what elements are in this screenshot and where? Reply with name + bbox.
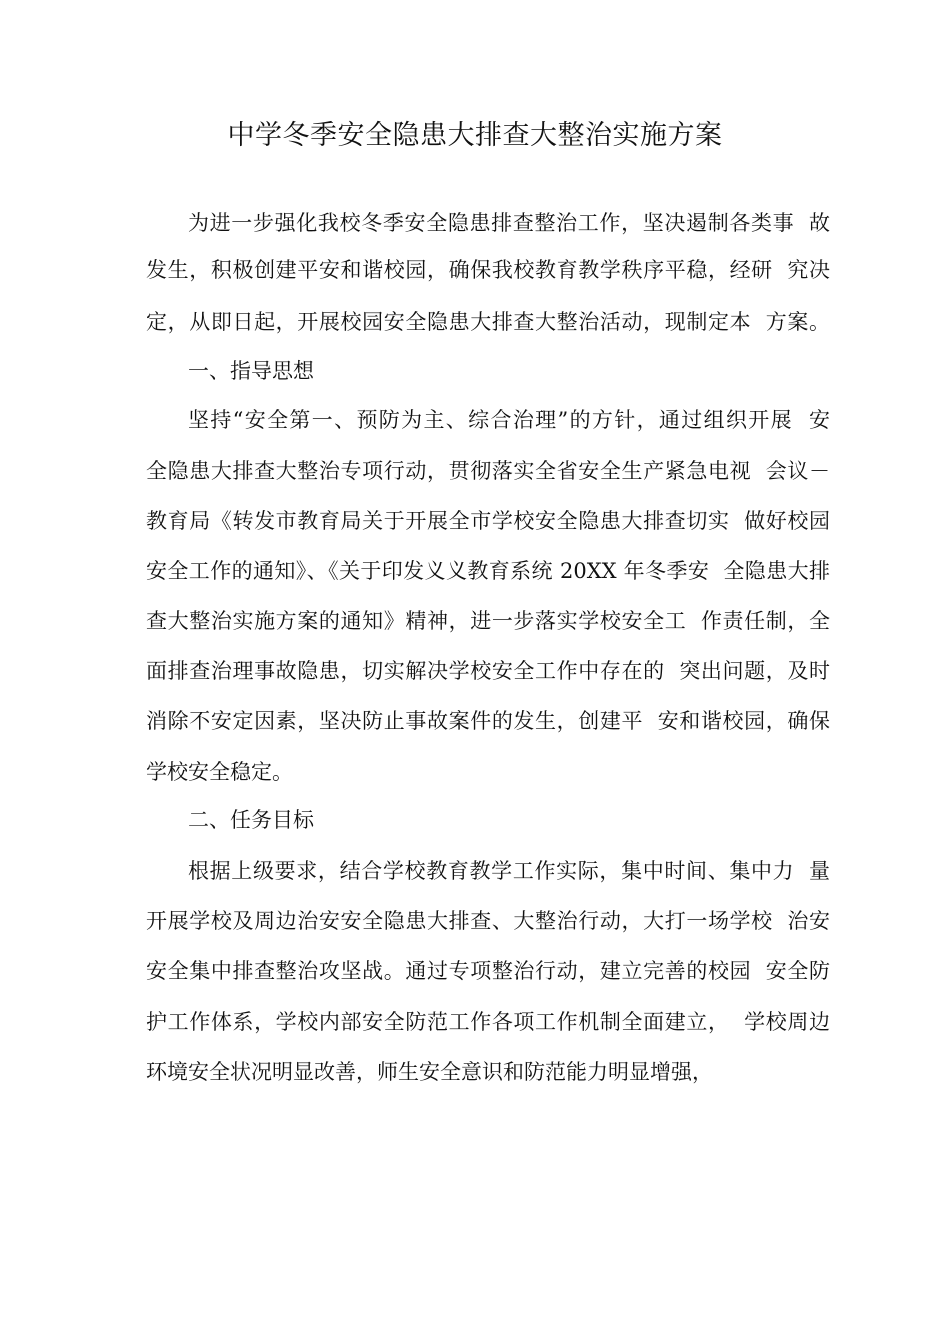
paragraph-line: 定，从即日起，开展校园安全隐患大排查大整治活动，现制定本 方案。 bbox=[146, 310, 830, 334]
paragraph-line: 教育局《转发市教育局关于开展全市学校安全隐患大排查切实 做好校园 bbox=[146, 509, 830, 533]
paragraph-line: 环境安全状况明显改善，师生安全意识和防范能力明显增强， bbox=[146, 1060, 713, 1084]
document-title: 中学冬季安全隐患大排查大整治实施方案 bbox=[227, 120, 723, 151]
paragraph-line: 发生，积极创建平安和谐校园，确保我校教育教学秩序平稳，经研 究决 bbox=[146, 258, 830, 282]
paragraph-line: 消除不安定因素，坚决防止事故案件的发生，创建平 安和谐校园，确保 bbox=[146, 709, 830, 733]
paragraph-line: 安全工作的通知》、《关于印发义义教育系统 20XX 年冬季安 全隐患大排 bbox=[146, 559, 830, 583]
paragraph-line: 根据上级要求，结合学校教育教学工作实际，集中时间、集中力 量 bbox=[188, 859, 830, 883]
paragraph-line: 开展学校及周边治安安全隐患大排查、大整治行动，大打一场学校 治安 bbox=[146, 909, 830, 933]
paragraph-line: 查大整治实施方案的通知》精神，进一步落实学校安全工 作责任制，全 bbox=[146, 609, 830, 633]
paragraph-line: 全隐患大排查大整治专项行动，贯彻落实全省安全生产紧急电视 会议－ bbox=[146, 459, 830, 483]
section-heading: 一、指导思想 bbox=[188, 359, 314, 383]
paragraph-line: 安全集中排查整治攻坚战。通过专项整治行动，建立完善的校园 安全防 bbox=[146, 959, 830, 983]
paragraph-line: 为进一步强化我校冬季安全隐患排查整治工作，坚决遏制各类事 故 bbox=[188, 211, 830, 235]
paragraph-line: 面排查治理事故隐患，切实解决学校安全工作中存在的 突出问题，及时 bbox=[146, 659, 830, 683]
section-heading: 二、任务目标 bbox=[188, 808, 314, 832]
paragraph-line: 学校安全稳定。 bbox=[146, 760, 293, 784]
paragraph-line: 护工作体系，学校内部安全防范工作各项工作机制全面建立， 学校周边 bbox=[146, 1010, 830, 1034]
paragraph-line: 坚持“安全第一、预防为主、综合治理”的方针，通过组织开展 安 bbox=[188, 408, 830, 432]
